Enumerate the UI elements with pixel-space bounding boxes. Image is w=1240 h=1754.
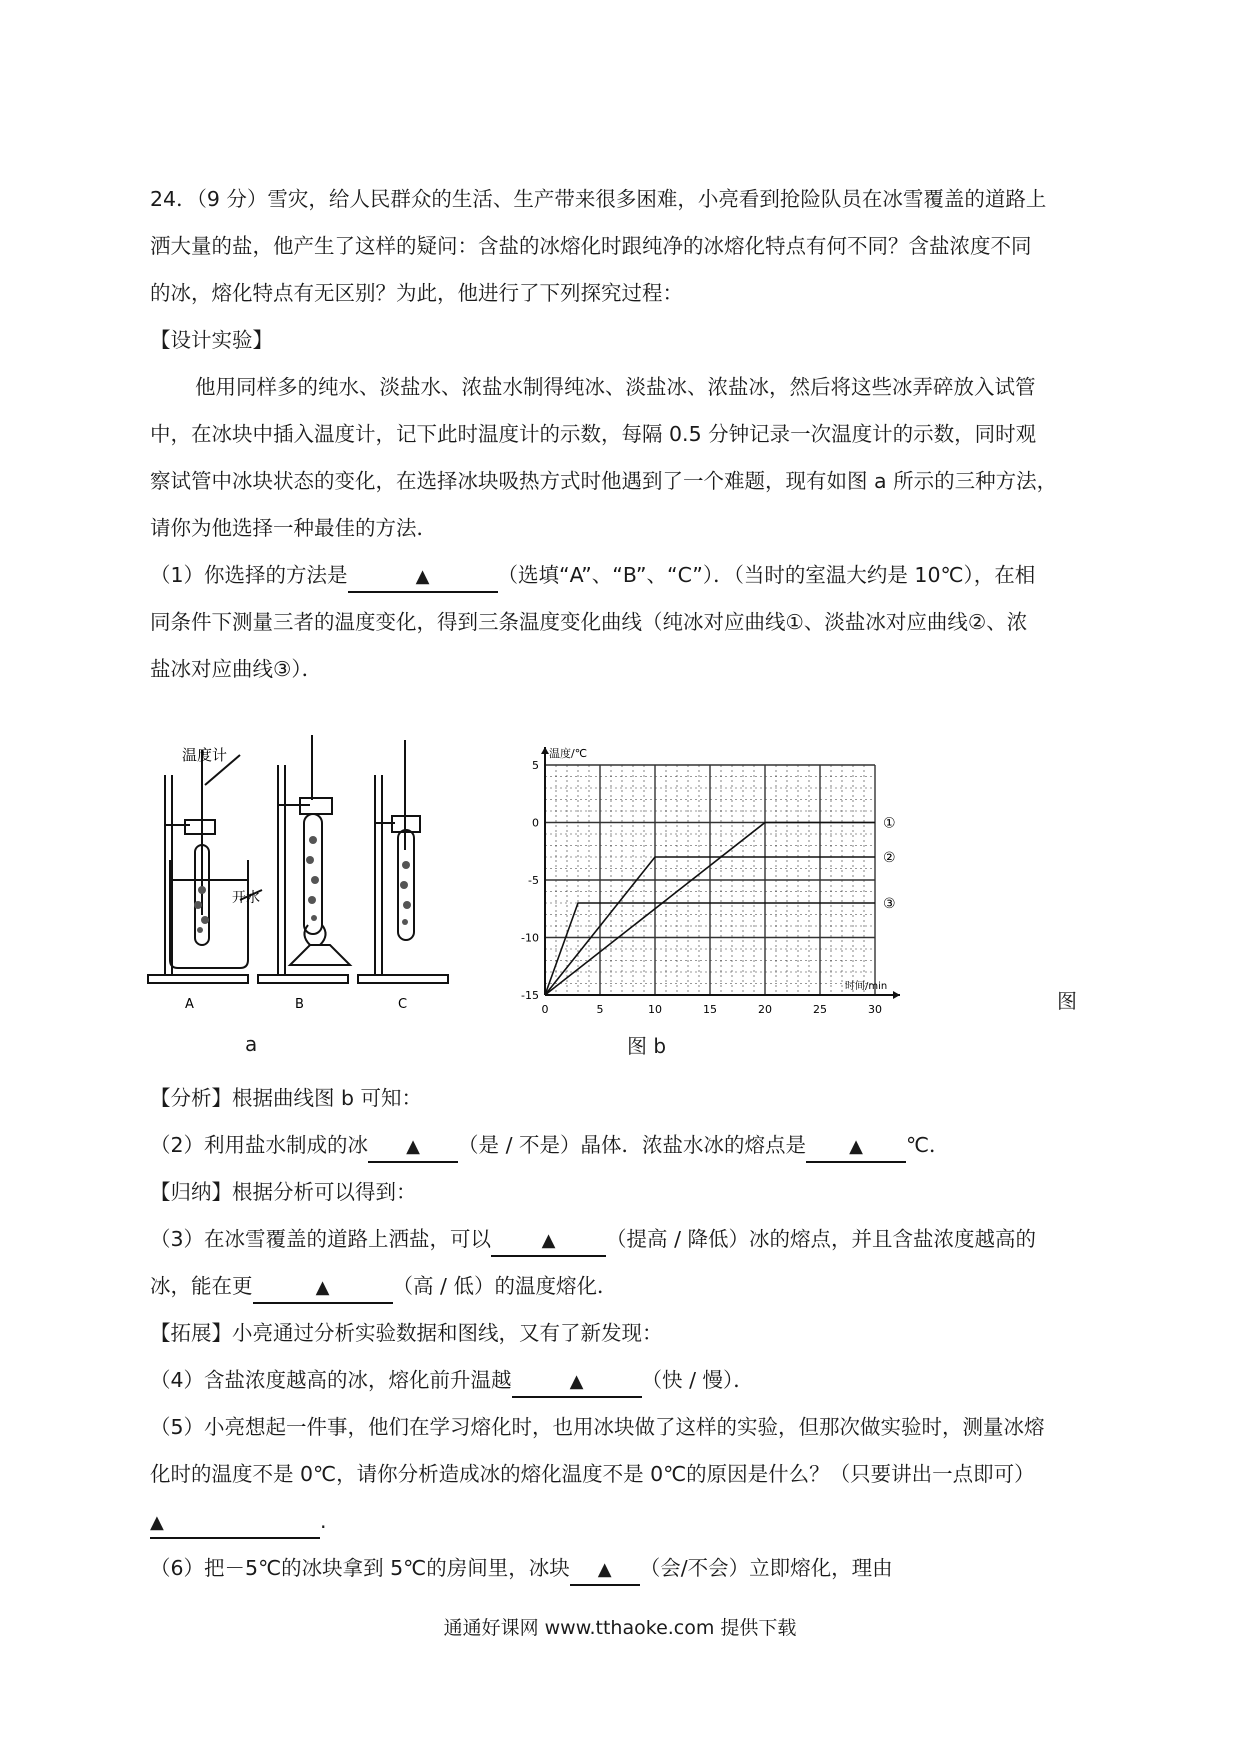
q2-blank-melting-point[interactable]: [806, 1131, 906, 1163]
summary-heading: 【归纳】根据分析可以得到：: [150, 1180, 417, 1204]
question-intro-line-3: 的冰，熔化特点有无区别？为此，他进行了下列探究过程：: [150, 281, 683, 305]
question-intro-line-2: 洒大量的盐，他产生了这样的疑问：含盐的冰熔化时跟纯净的冰熔化特点有何不同？含盐浓度不同: [150, 234, 1032, 258]
figure-a-caption: a: [245, 1032, 258, 1056]
design-heading: 【设计实验】: [150, 328, 273, 352]
blank-marker-icon: ▲: [150, 1512, 164, 1533]
blank-marker-icon: ▲: [415, 566, 430, 587]
y-tick-label: -15: [521, 989, 539, 1002]
q3-blank-high-low[interactable]: [253, 1272, 393, 1304]
figure-b-side-label: 图: [1057, 989, 1077, 1013]
q4-suffix: （快 / 慢）．: [641, 1368, 754, 1392]
q1-answer-blank[interactable]: [348, 561, 498, 593]
q2-prefix: （2）利用盐水制成的冰: [150, 1133, 369, 1157]
thermometer-label: 温度计: [182, 746, 228, 764]
q6-suffix: （会/不会）立即熔化，理由: [639, 1556, 893, 1580]
q4-blank-fast-slow[interactable]: [512, 1366, 642, 1398]
x-tick-label: 25: [813, 1003, 827, 1016]
page-footer: 通通好课网 www.tthaoke.com 提供下载: [443, 1617, 797, 1639]
q3-prefix: （3）在冰雪覆盖的道路上洒盐，可以: [150, 1227, 492, 1251]
x-tick-label: 15: [703, 1003, 717, 1016]
q3-blank-raise-lower[interactable]: [491, 1225, 606, 1257]
y-tick-label: 0: [532, 816, 539, 830]
q5-end: .: [320, 1509, 327, 1533]
q5-line-3: [150, 1507, 327, 1539]
apparatus-label-c: C: [398, 997, 408, 1012]
blank-marker-icon: ▲: [597, 1559, 612, 1580]
q5-answer-blank[interactable]: [150, 1507, 320, 1539]
design-line-3: 察试管中冰块状态的变化，在选择冰块吸热方式时他遇到了一个难题，现有如图 a 所示的三种方法，: [150, 469, 1058, 493]
x-tick-label: 30: [868, 1003, 882, 1016]
q3-line2-prefix: 冰，能在更: [150, 1274, 253, 1298]
design-line-1: 他用同样多的纯水、淡盐水、浓盐水制得纯冰、淡盐冰、浓盐冰，然后将这些冰弄碎放入试管: [195, 375, 1036, 399]
q2-suffix: ℃．: [906, 1133, 950, 1157]
q4-prefix: （4）含盐浓度越高的冰，熔化前升温越: [150, 1368, 512, 1392]
curve-label-1: ①: [883, 815, 896, 832]
apparatus-label-a: A: [185, 997, 194, 1012]
q6-line: [150, 1554, 893, 1586]
temperature-chart: [500, 740, 920, 1020]
q3-suffix: （提高 / 降低）冰的熔点，并且含盐浓度越高的: [606, 1227, 1036, 1251]
x-axis-label: 时间/min: [845, 981, 888, 992]
q3-line-2: [150, 1272, 617, 1304]
y-axis-arrow-icon: [541, 747, 549, 754]
blank-marker-icon: ▲: [569, 1371, 584, 1392]
chart-grid: [541, 747, 900, 999]
y-tick-label: 5: [532, 759, 539, 772]
blank-marker-icon: ▲: [541, 1230, 556, 1251]
stand-base-a: [148, 975, 248, 983]
q4-line: [150, 1366, 754, 1398]
q2-blank-crystal[interactable]: [368, 1131, 458, 1163]
q3-line2-suffix: （高 / 低）的温度熔化．: [392, 1274, 618, 1298]
x-tick-label: 20: [758, 1003, 772, 1016]
figure-b-caption: 图 b: [627, 1034, 667, 1058]
q2-mid: （是 / 不是）晶体．浓盐水冰的熔点是: [458, 1133, 806, 1157]
x-tick-label: 0: [541, 1003, 549, 1016]
q5-line-2: 化时的温度不是 0℃，请你分析造成冰的熔化温度不是 0℃的原因是什么？（只要讲出一点即可）: [150, 1462, 1035, 1486]
blank-marker-icon: ▲: [315, 1277, 330, 1298]
q6-blank-will-melt[interactable]: [570, 1554, 640, 1586]
extend-heading: 【拓展】小亮通过分析实验数据和图线，又有了新发现：: [150, 1321, 663, 1345]
boiling-water-label: 开水: [232, 890, 260, 906]
x-tick-label: 10: [648, 1003, 662, 1016]
q1-line-3: 盐冰对应曲线③）．: [150, 657, 323, 681]
q6-prefix: （6）把－5℃的冰块拿到 5℃的房间里，冰块: [150, 1556, 570, 1580]
x-tick-label: 5: [596, 1003, 604, 1016]
q1-prefix: （1）你选择的方法是: [150, 563, 348, 587]
y-tick-label: -5: [528, 874, 539, 887]
x-axis-arrow-icon: [893, 991, 900, 999]
curve-label-3: ③: [883, 896, 896, 912]
blank-marker-icon: ▲: [406, 1136, 420, 1157]
y-axis-label: 温度/℃: [549, 747, 588, 760]
q3-line-1: [150, 1225, 1036, 1257]
question-intro-line-1: 24．（9 分）雪灾，给人民群众的生活、生产带来很多困难，小亮看到抢险队员在冰雪覆盖的道路上: [150, 187, 1047, 211]
apparatus-label-b: B: [295, 997, 304, 1012]
blank-marker-icon: ▲: [849, 1136, 863, 1157]
design-line-4: 请你为他选择一种最佳的方法．: [150, 516, 437, 540]
q5-line-1: （5）小亮想起一件事，他们在学习熔化时，也用冰块做了这样的实验，但那次做实验时，测量冰熔: [150, 1415, 1045, 1439]
chart-labels: [521, 746, 896, 1016]
analysis-heading: 【分析】根据曲线图 b 可知：: [150, 1086, 423, 1110]
figure-a-apparatus: [140, 730, 470, 1015]
q1-line-1: [150, 561, 1035, 593]
design-line-2: 中，在冰块中插入温度计，记下此时温度计的示数，每隔 0.5 分钟记录一次温度计的示数，同时观: [150, 422, 1037, 446]
curve-label-2: ②: [883, 850, 896, 866]
q1-suffix: （选填“A”、“B”、“C”）．（当时的室温大约是 10℃），在相: [497, 563, 1036, 587]
q2-line: [150, 1131, 950, 1163]
q1-line-2: 同条件下测量三者的温度变化，得到三条温度变化曲线（纯冰对应曲线①、淡盐冰对应曲线②、浓: [150, 610, 1028, 634]
y-tick-label: -10: [521, 931, 539, 945]
